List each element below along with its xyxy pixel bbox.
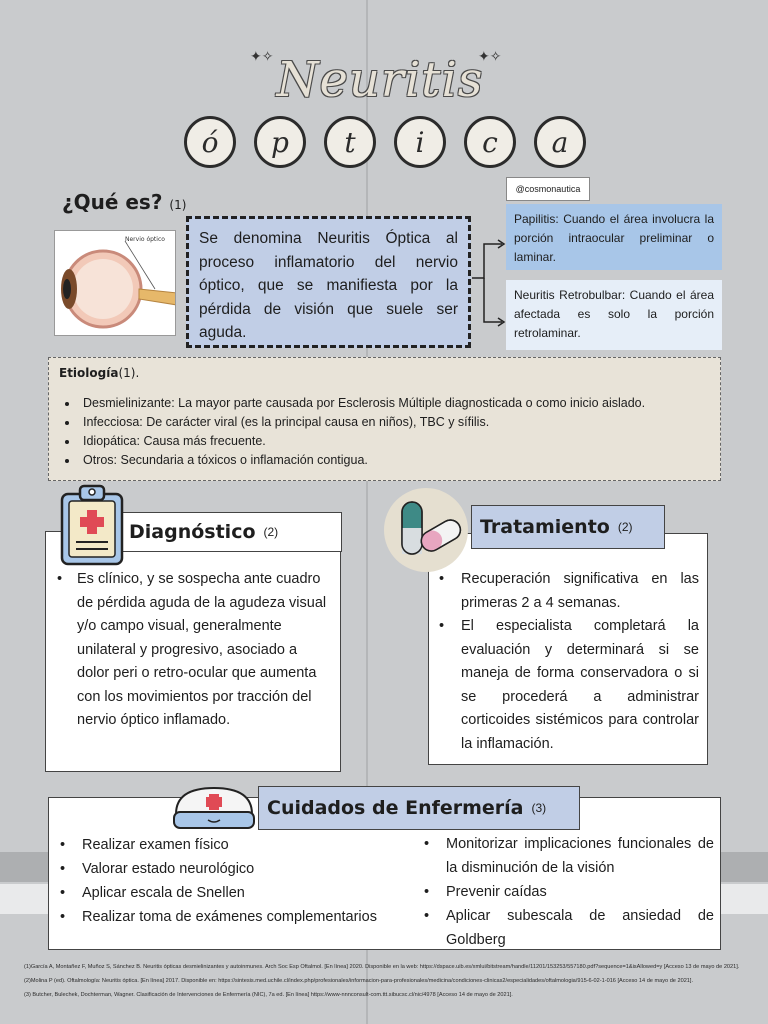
clipboard-icon [60,484,124,566]
cuidados-title: Cuidados de Enfermería [267,797,524,819]
eye-anatomy-image [54,230,176,336]
etiologia-list [79,394,710,470]
papilitis-box: Papilitis: Cuando el área involucra la porción intraocular preliminar o laminar. [506,204,722,270]
diagnostico-header [120,512,342,552]
eye-icon [55,231,176,336]
pills-icon [392,498,462,562]
diagnostico-list [55,568,333,733]
que-es-heading [62,190,186,214]
reference-item: (1)García A, Montañez F, Muñoz S, Sánchez B. Neuritis ópticas desmielinizantes y autoinmunes. Arch Soc Esp Oftalmol. [En línea] 2020. Disponible en la web: https://dspace.uib.es/xmlui/bitstream/handle/11201/153253/557180.pdf?sequence=1&isAllowed=y [Acceso 13 de mayo de 2021]. [24,964,740,970]
diagnostico-ref: (2) [263,525,279,539]
tratamiento-title: Tratamiento [480,516,610,538]
author-handle: @cosmonautica [506,177,590,201]
list-item: • Realizar toma de exámenes complementarios [58,905,418,929]
list-item: • Realizar examen físico [58,833,418,857]
etiologia-box [48,357,721,481]
branch-arrow-icon [468,236,508,332]
reference-item: (3) Butcher, Bulechek, Dochterman, Wagner. Clasificación de Intervenciones de Enfermería (NIC), 7a ed. [En línea] https://www-nnnconsult-com.ttt.sibucsc.cl/nic/4978 [Acceso 14 de mayo de 2021]. [24,992,513,998]
title-letter: a [534,116,586,168]
list-item: • Aplicar escala de Snellen [58,881,418,905]
tratamiento-header [471,505,665,549]
reference-item: (2)Molina P (ed). Oftalmología: Neuritis óptica. [En línea] 2017. Disponible en: https://sintesis.med.uchile.cl/index.php/profesionales/informacion-para-profesionales/medicina/condiciones-clinicas2/especialidades/oftalmologia/915-6-02-1-016 [Acceso 14 de mayo de 2021]. [24,978,694,984]
list-item: • Monitorizar implicaciones funcionales de la disminución de la visión [422,832,714,880]
que-es-ref: (1) [169,198,187,212]
list-item: • Otros: Secundaria a tóxicos o inflamación contigua. [79,451,710,470]
tratamiento-ref: (2) [617,520,633,534]
cuidados-list-right [422,832,714,952]
diagnostico-title: Diagnóstico [129,521,256,543]
cuidados-header [258,786,580,830]
cuidados-ref: (3) [531,801,547,815]
title-letter: p [254,116,306,168]
eye-image-label: Nervio óptico [125,236,165,243]
nurse-cap-icon [170,784,258,832]
list-item: • Idiopática: Causa más frecuente. [79,432,710,451]
retrobulbar-box: Neuritis Retrobulbar: Cuando el área afectada es solo la porción retrolaminar. [506,280,722,350]
etiologia-ref: (1). [118,366,140,380]
list-item: • El especialista completará la evaluación y determinará si se maneja de forma conservadora o si se procederá a administrar corticoides sistémicos para controlar la inflamación. [437,615,699,756]
title-letter: i [394,116,446,168]
sparkle-icon: ✦✧ [478,48,502,64]
sparkle-icon: ✦✧ [250,48,274,64]
list-item: • Infecciosa: De carácter viral (es la principal causa en niños), TBC y sífilis. [79,413,710,432]
list-item: • Valorar estado neurológico [58,857,418,881]
etiologia-title: Etiología [59,366,119,380]
title-letter: t [324,116,376,168]
etiologia-heading [59,366,710,380]
cuidados-list-left [58,833,418,929]
title-letter: ó [184,116,236,168]
list-item: • Aplicar subescala de ansiedad de Goldberg [422,904,714,952]
list-item: • Prevenir caídas [422,880,714,904]
list-item: • Recuperación significativa en las primeras 2 a 4 semanas. [437,568,699,615]
tratamiento-list [437,568,699,756]
definition-box: Se denomina Neuritis Óptica al proceso inflamatorio del nervio óptico, que se manifiesta por la pérdida de visión que suele ser aguda. [186,216,471,348]
title-letters [178,116,598,172]
list-item: • Es clínico, y se sospecha ante cuadro de pérdida aguda de la agudeza visual y/o campo visual, generalmente unilateral y progresivo, asociado a dolor peri o retro-ocular que aumenta con los movimientos por tracción del nervio óptico inflamado. [55,568,333,733]
list-item: • Desmielinizante: La mayor parte causada por Esclerosis Múltiple diagnosticada o como inicio aislado. [79,394,710,413]
que-es-title: ¿Qué es? [62,190,163,214]
title-letter: c [464,116,516,168]
title-word: Neuritis [276,52,484,108]
references [24,960,754,1002]
